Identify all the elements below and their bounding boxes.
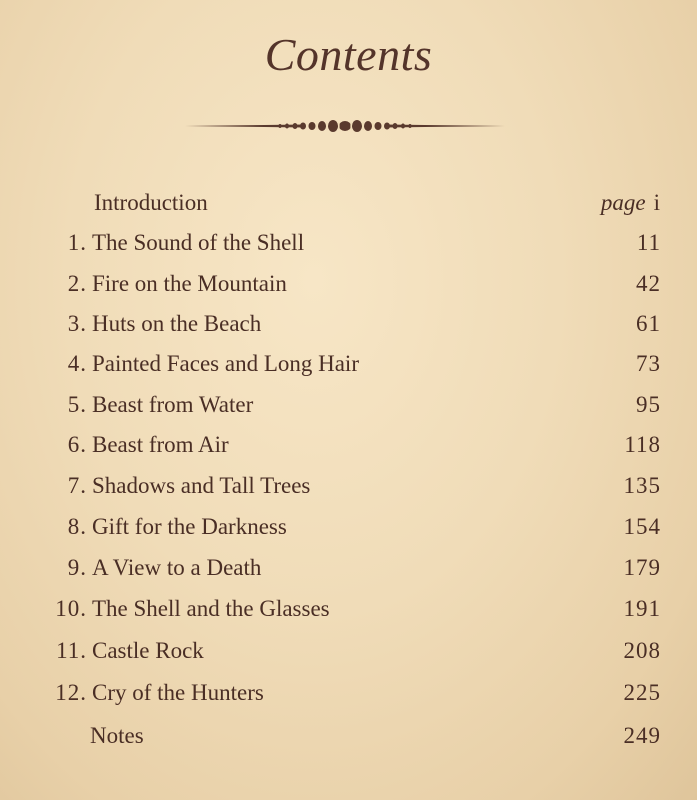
toc-entry-label: Beast from Air bbox=[92, 432, 229, 457]
toc-entry-label: The Shell and the Glasses bbox=[92, 596, 330, 621]
toc-row[interactable] bbox=[0, 596, 697, 636]
toc-entry-label: Notes bbox=[90, 723, 144, 748]
toc-row[interactable] bbox=[0, 432, 697, 472]
toc-entry-page bbox=[601, 190, 661, 216]
toc-entry-label: Gift for the Darkness bbox=[92, 514, 287, 539]
page-number: 191 bbox=[623, 596, 661, 621]
chapter-number: 8. bbox=[67, 514, 87, 539]
chapter-number: 10. bbox=[55, 596, 87, 621]
toc-entry-label: Painted Faces and Long Hair bbox=[92, 351, 359, 376]
chapter-number: 4. bbox=[67, 351, 87, 376]
toc-row[interactable] bbox=[0, 473, 697, 513]
page-number: 208 bbox=[623, 638, 661, 663]
toc-entry-label: Castle Rock bbox=[92, 638, 204, 663]
chapter-number: 3. bbox=[67, 311, 87, 336]
toc-row[interactable] bbox=[0, 392, 697, 432]
page-number: i bbox=[653, 190, 661, 215]
toc-row[interactable] bbox=[0, 311, 697, 351]
toc-row[interactable] bbox=[0, 638, 697, 678]
page-number: 118 bbox=[624, 432, 661, 457]
page-number: 73 bbox=[636, 351, 661, 376]
page-number: 225 bbox=[623, 680, 661, 705]
page-number: 95 bbox=[636, 392, 661, 417]
toc-row[interactable] bbox=[0, 230, 697, 270]
page-number: 154 bbox=[623, 514, 661, 539]
toc-entry-label: Introduction bbox=[94, 190, 208, 215]
toc-row[interactable] bbox=[0, 351, 697, 391]
toc-entry-label: Fire on the Mountain bbox=[92, 271, 287, 296]
toc-entry-label: Huts on the Beach bbox=[92, 311, 262, 336]
chapter-number: 7. bbox=[67, 473, 87, 498]
toc-row[interactable] bbox=[0, 514, 697, 554]
page-number: 179 bbox=[623, 555, 661, 580]
decorative-ornament-icon bbox=[185, 112, 505, 140]
page-number: 135 bbox=[623, 473, 661, 498]
toc-entry-label: Beast from Water bbox=[92, 392, 254, 417]
chapter-number: 12. bbox=[55, 680, 87, 705]
toc-row[interactable] bbox=[0, 680, 697, 720]
toc-entry-label: Shadows and Tall Trees bbox=[92, 473, 311, 498]
chapter-number: 9. bbox=[67, 555, 87, 580]
toc-row-introduction[interactable] bbox=[0, 190, 697, 230]
page-word: page bbox=[600, 190, 646, 215]
chapter-number: 2. bbox=[67, 271, 87, 296]
toc-entry-label: Cry of the Hunters bbox=[92, 680, 264, 705]
chapter-number: 6. bbox=[67, 432, 87, 457]
page-number: 61 bbox=[636, 311, 661, 336]
page-title: Contents bbox=[264, 29, 433, 80]
page-number: 42 bbox=[636, 271, 661, 296]
chapter-number: 1. bbox=[67, 230, 87, 255]
toc-row[interactable] bbox=[0, 555, 697, 595]
toc-entry-label: A View to a Death bbox=[92, 555, 262, 580]
toc-row-notes[interactable] bbox=[0, 723, 697, 763]
chapter-number: 5. bbox=[67, 392, 87, 417]
toc-entry-label: The Sound of the Shell bbox=[92, 230, 305, 255]
chapter-number: 11. bbox=[56, 638, 87, 663]
toc-row[interactable] bbox=[0, 271, 697, 311]
page-number: 11 bbox=[636, 230, 661, 255]
page-number: 249 bbox=[623, 723, 661, 748]
